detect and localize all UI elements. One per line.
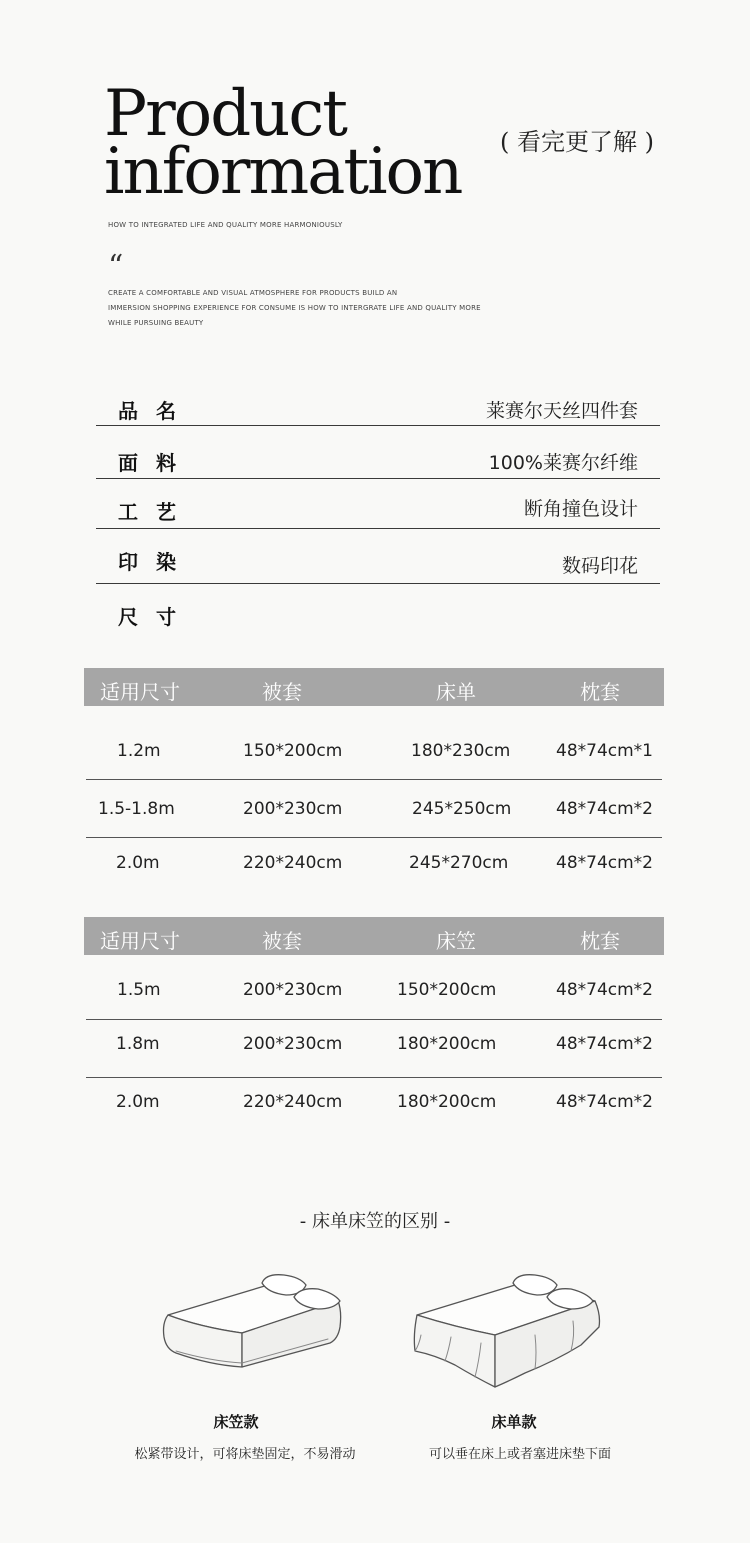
- divider: [96, 583, 660, 584]
- cell-sheet: 245*250cm: [412, 799, 512, 819]
- cell-duvet: 220*240cm: [243, 853, 343, 873]
- title-line-2: information: [104, 135, 462, 209]
- cell-size: 1.5m: [117, 980, 161, 1000]
- info-label-printing: 印染: [118, 550, 194, 574]
- divider: [86, 1019, 662, 1020]
- header-flat-sheet: 床单: [436, 680, 476, 704]
- cell-sheet: 180*230cm: [411, 741, 511, 761]
- divider: [96, 478, 660, 479]
- fitted-sheet-description: 松紧带设计，可将床垫固定，不易滑动: [134, 1447, 356, 1462]
- header-fitted-sheet: 床笠: [436, 929, 476, 953]
- cell-size: 1.2m: [117, 741, 161, 761]
- subtitle: ( 看完更了解 ): [500, 128, 654, 156]
- flat-sheet-description: 可以垂在床上或者塞进床垫下面: [428, 1447, 611, 1462]
- cell-duvet: 200*230cm: [243, 1034, 343, 1054]
- description-line-3: WHILE PURSUING BEAUTY: [108, 319, 204, 327]
- fitted-sheet-name: 床笠款: [213, 1413, 259, 1431]
- fitted-sheet-bed-illustration: [150, 1265, 360, 1375]
- divider: [86, 779, 662, 780]
- cell-pillow: 48*74cm*2: [556, 980, 653, 1000]
- info-label-size: 尺寸: [118, 605, 194, 629]
- flat-sheet-bed-illustration: [405, 1265, 605, 1395]
- quote-mark-icon: “: [108, 249, 124, 284]
- info-label-craft: 工艺: [118, 500, 194, 524]
- info-label-name: 品名: [118, 399, 194, 423]
- info-value-fabric: 100%莱赛尔纤维: [488, 452, 638, 474]
- cell-sheet: 245*270cm: [409, 853, 509, 873]
- cell-duvet: 200*230cm: [243, 799, 343, 819]
- cell-fitted: 150*200cm: [397, 980, 497, 1000]
- flat-sheet-name: 床单款: [491, 1413, 537, 1431]
- header-pillowcase: 枕套: [580, 680, 620, 704]
- cell-size: 2.0m: [116, 1092, 160, 1112]
- cell-pillow: 48*74cm*1: [556, 741, 653, 761]
- cell-pillow: 48*74cm*2: [556, 1034, 653, 1054]
- header-duvet-cover: 被套: [262, 680, 302, 704]
- table-header: [84, 668, 664, 706]
- divider: [96, 425, 660, 426]
- cell-fitted: 180*200cm: [397, 1092, 497, 1112]
- cell-pillow: 48*74cm*2: [556, 1092, 653, 1112]
- title-line-1: Product: [104, 77, 346, 151]
- info-value-craft: 断角撞色设计: [523, 498, 638, 520]
- description-line-2: IMMERSION SHOPPING EXPERIENCE FOR CONSUME IS HOW TO INTERGRATE LIFE AND QUALITY MORE: [108, 304, 481, 312]
- tagline: HOW TO INTEGRATED LIFE AND QUALITY MORE HARMONIOUSLY: [108, 221, 343, 229]
- cell-duvet: 220*240cm: [243, 1092, 343, 1112]
- cell-size: 1.8m: [116, 1034, 160, 1054]
- header-applicable-size: 适用尺寸: [100, 680, 180, 704]
- header-applicable-size: 适用尺寸: [100, 929, 180, 953]
- header-duvet-cover: 被套: [262, 929, 302, 953]
- cell-pillow: 48*74cm*2: [556, 799, 653, 819]
- cell-size: 2.0m: [116, 853, 160, 873]
- cell-size: 1.5-1.8m: [98, 799, 175, 819]
- divider: [86, 1077, 662, 1078]
- cell-fitted: 180*200cm: [397, 1034, 497, 1054]
- comparison-title: - 床单床笠的区别 -: [299, 1211, 451, 1232]
- divider: [86, 837, 662, 838]
- cell-duvet: 200*230cm: [243, 980, 343, 1000]
- description-line-1: CREATE A COMFORTABLE AND VISUAL ATMOSPHERE FOR PRODUCTS BUILD AN: [108, 289, 398, 297]
- cell-duvet: 150*200cm: [243, 741, 343, 761]
- divider: [96, 528, 660, 529]
- cell-pillow: 48*74cm*2: [556, 853, 653, 873]
- table-header: [84, 917, 664, 955]
- info-value-name: 莱赛尔天丝四件套: [485, 400, 638, 422]
- info-label-fabric: 面料: [118, 451, 194, 475]
- header-pillowcase: 枕套: [580, 929, 620, 953]
- info-value-printing: 数码印花: [561, 555, 638, 577]
